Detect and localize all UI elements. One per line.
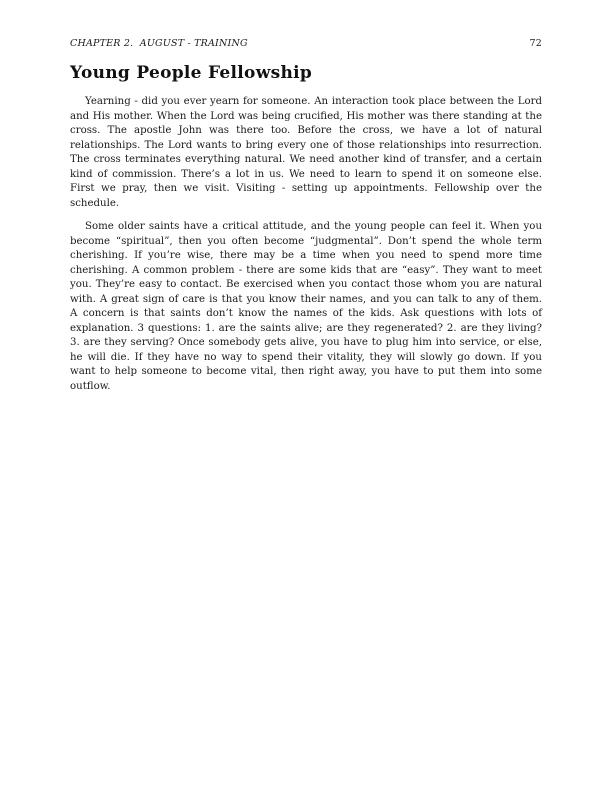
running-header	[70, 38, 542, 49]
paragraph-2: Some older saints have a critical attitude, and the young people can feel it. When you become “spiritual”, then you often become “judgmental”. Don’t spend the whole term cherishing. If you’re wise, there may be a time when you need to spend more time cherishing. A common problem - there are some kids that are “easy”. They want to meet you. They’re easy to contact. Be exercised when you contact those whom you are natural with. A great sign of care is that you know their names, and you can talk to any of them. A concern is that saints don’t know the names of the kids. Ask questions with lots of explanation. 3 questions: 1. are the saints alive; are they regenerated? 2. are they living? 3. are they serving? Once somebody gets alive, you have to plug him into service, or else, he will die. If they have no way to spend their vitality, they will slowly go down. If you want to help someone to become vital, then right away, you have to put them into some outflow.	[70, 221, 542, 392]
page-number: 72	[529, 38, 542, 49]
body-text	[70, 95, 542, 394]
paragraph-1: Yearning - did you ever yearn for someone. An interaction took place between the Lord and His mother. When the Lord was being crucified, His mother was there standing at the cross. The apostle John was there too. Before the cross, we have a lot of natural relationships. The Lord wants to bring every one of those relationships into resurrection. The cross terminates everything natural. We need another kind of transfer, and a certain kind of commission. There’s a lot in us. We need to learn to spend it on someone else. First we pray, then we visit. Visiting - setting up appointments. Fellowship over the schedule.	[70, 96, 542, 209]
chapter-header-text: CHAPTER 2. AUGUST - TRAINING	[70, 38, 248, 49]
section-title: Young People Fellowship	[70, 63, 313, 83]
page-content	[70, 38, 542, 394]
